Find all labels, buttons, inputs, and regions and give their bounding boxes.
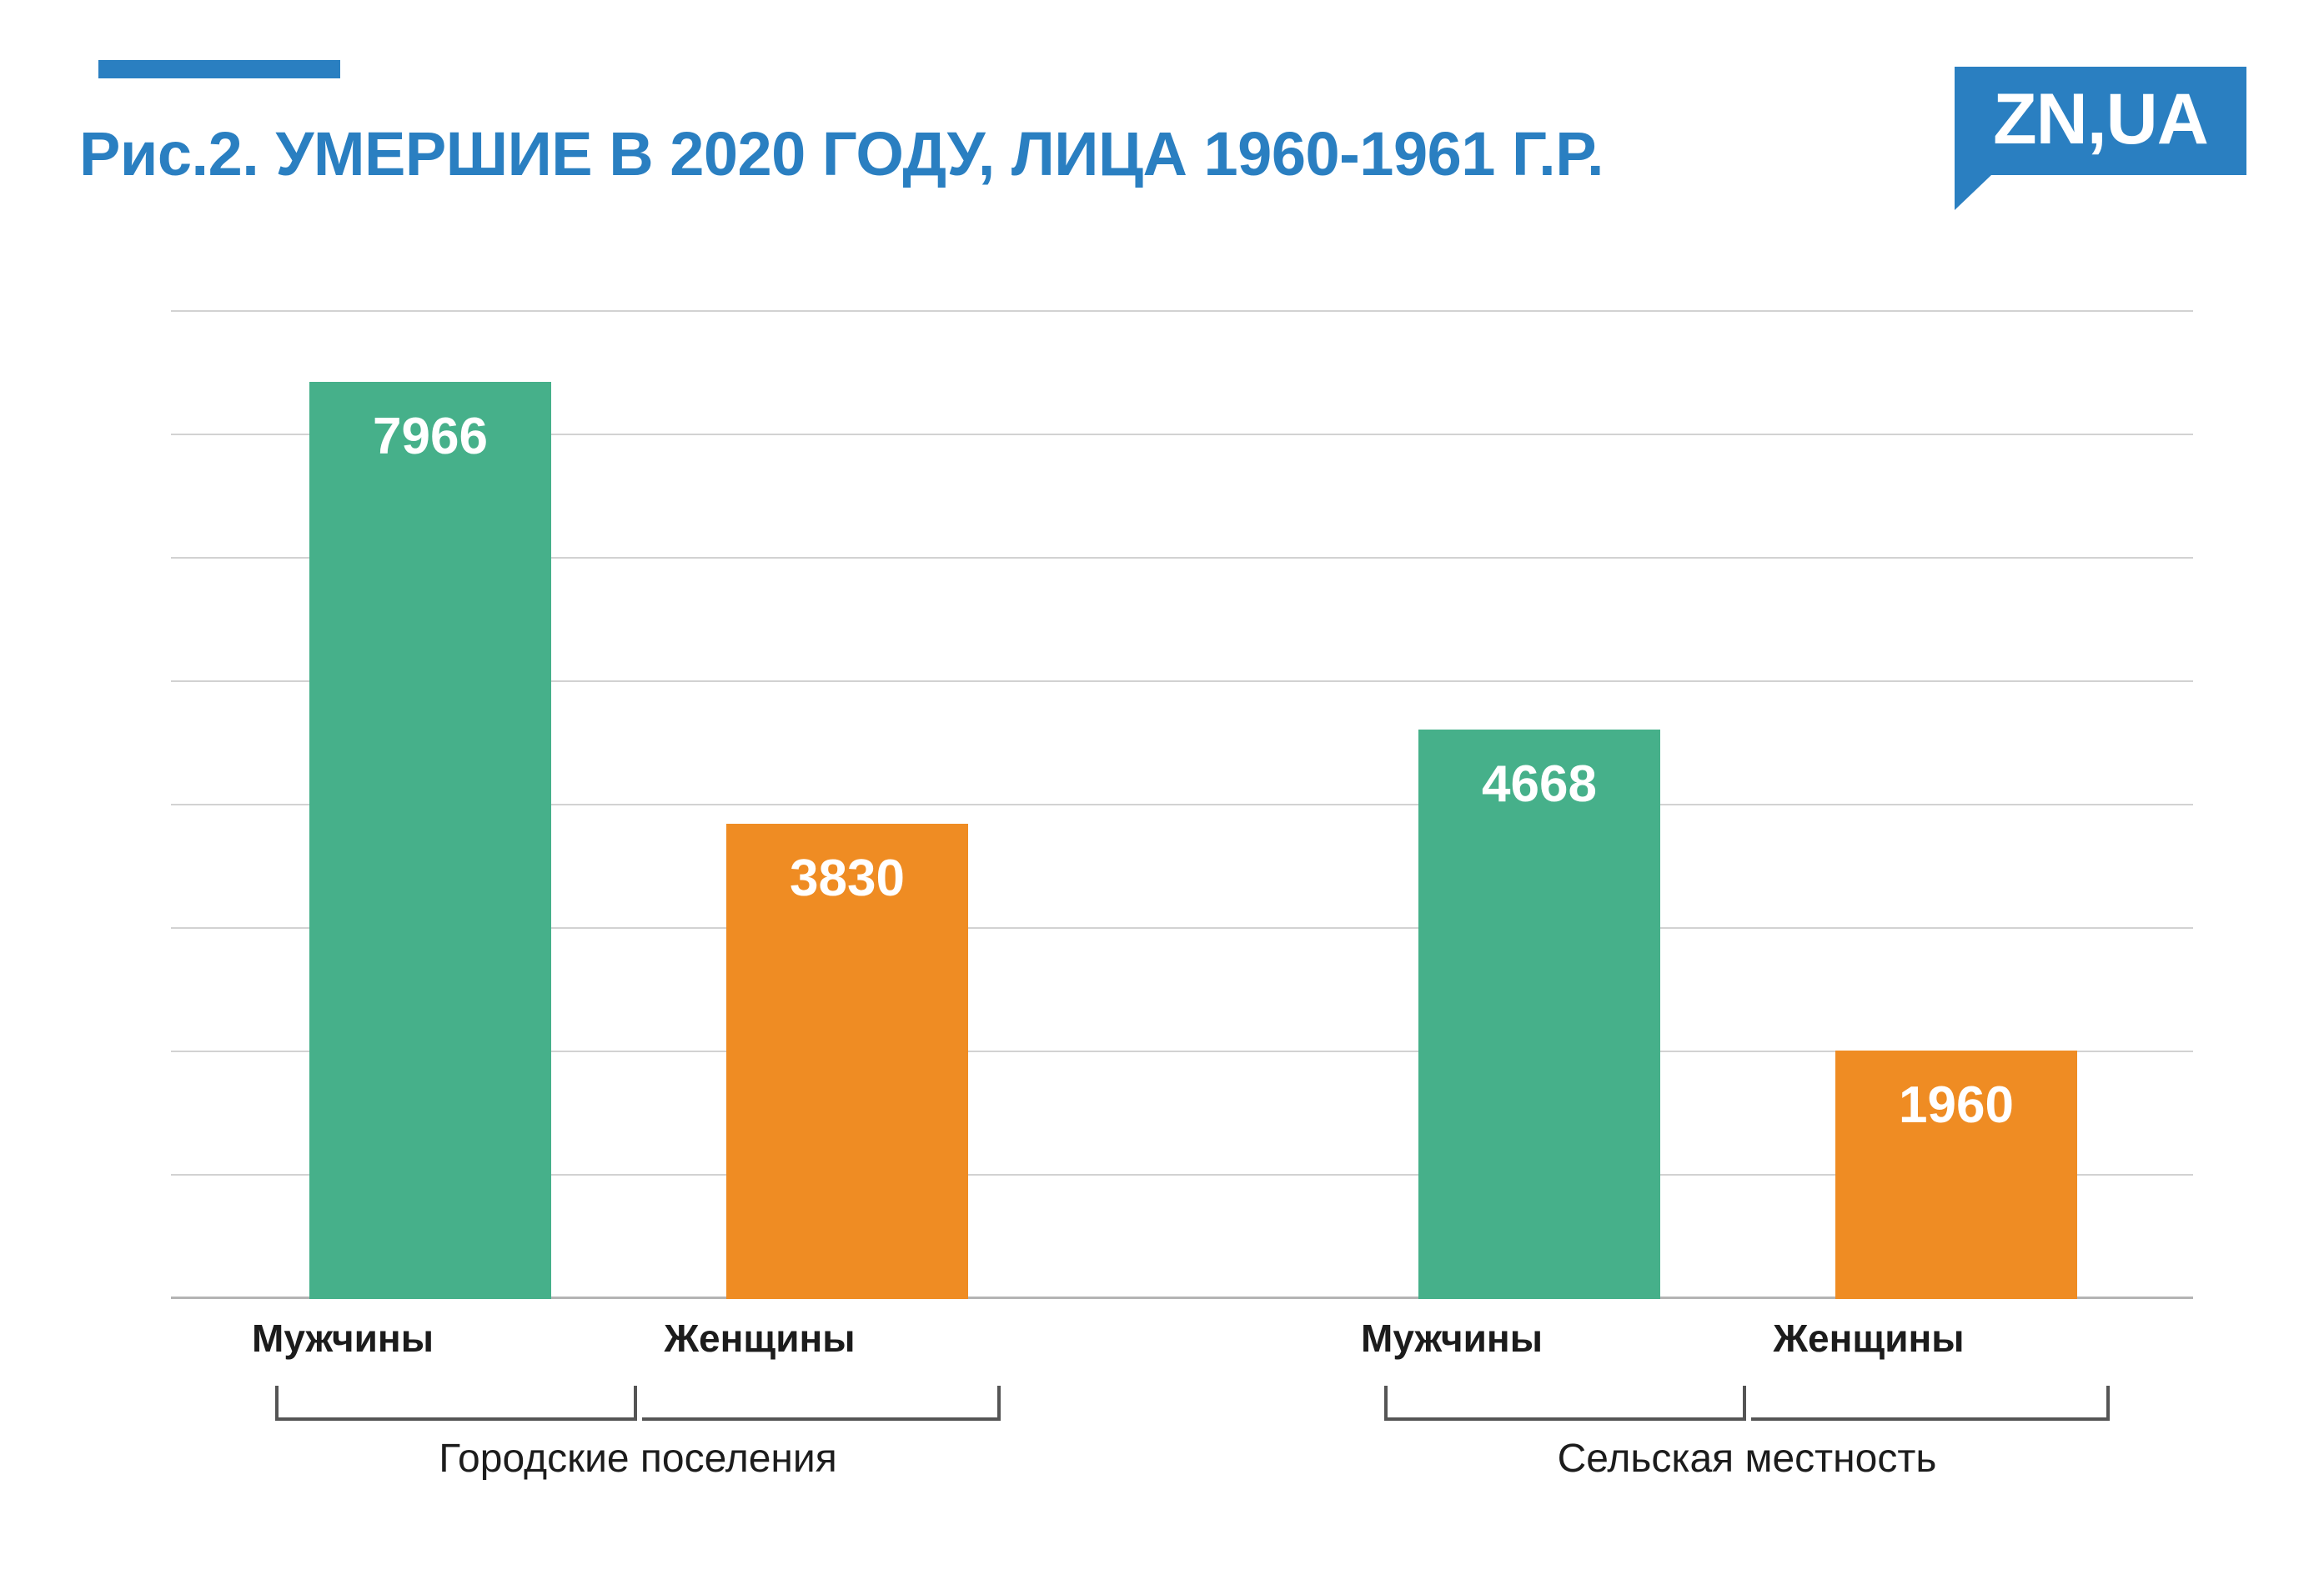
bar-value-label: 3830 [790, 850, 905, 907]
bar-value-label: 1960 [1899, 1076, 2014, 1134]
group-brace-urban [275, 1386, 1001, 1421]
bar-rural-women[interactable] [1835, 1051, 2077, 1299]
group-label-urban: Городские поселения [439, 1437, 837, 1481]
bar-value-label: 4668 [1482, 755, 1597, 813]
bar-urban-women[interactable] [726, 824, 968, 1299]
page-title: Рис.2. УМЕРШИЕ В 2020 ГОДУ, ЛИЦА 1960-1961 Г.Р. [79, 119, 1604, 188]
zn-ua-logo [1955, 67, 2246, 175]
chart-header [0, 0, 2324, 250]
group-label-rural: Сельская местность [1557, 1437, 1937, 1481]
gridline [171, 310, 2193, 312]
logo-text: ZN,UA [1993, 79, 2208, 159]
bar-rural-men[interactable] [1418, 730, 1660, 1299]
x-tick-label-urban-men: Мужчины [252, 1317, 434, 1360]
bar-value-label: 7966 [373, 408, 488, 465]
bar-urban-men[interactable] [309, 382, 551, 1299]
x-tick-label-rural-women: Женщины [1773, 1317, 1965, 1360]
x-tick-label-urban-women: Женщины [664, 1317, 856, 1360]
logo-tail [1955, 175, 1991, 210]
x-tick-label-rural-men: Мужчины [1361, 1317, 1543, 1360]
group-brace-rural [1384, 1386, 2110, 1421]
chart-plot-area [171, 310, 2193, 1299]
accent-bar [98, 60, 340, 78]
